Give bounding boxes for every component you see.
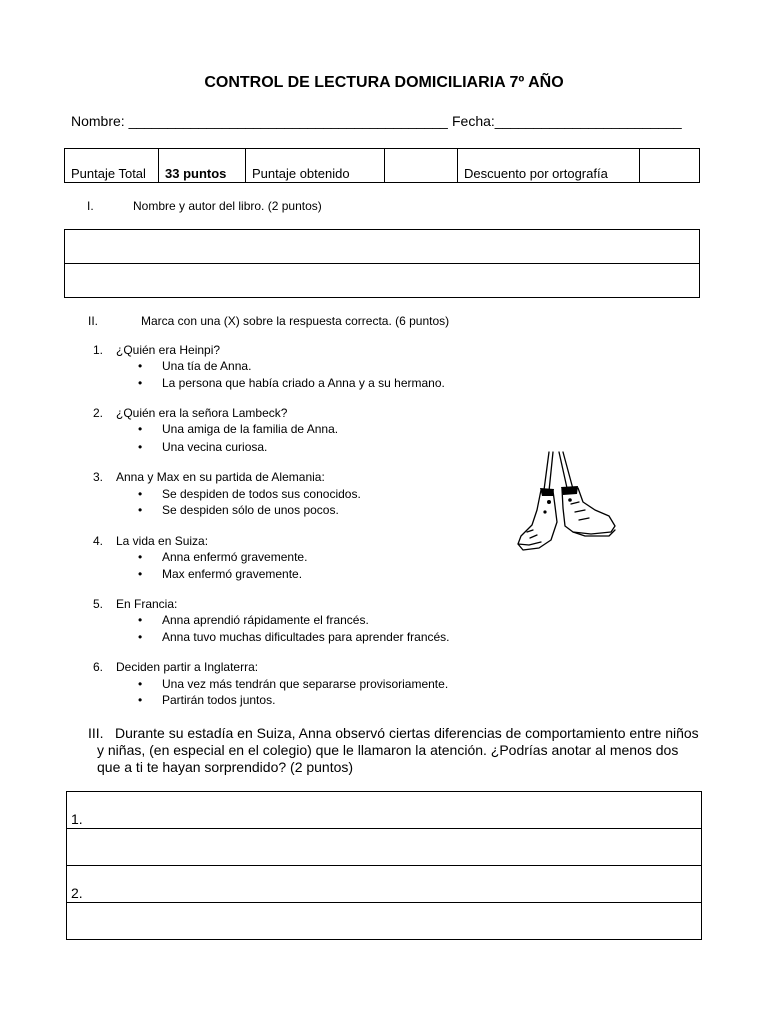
score-table xyxy=(64,148,700,183)
answer-option[interactable]: • Partirán todos juntos. xyxy=(162,693,275,707)
answer-1-continuation-line[interactable] xyxy=(67,829,702,866)
answer-option[interactable]: • Una tía de Anna. xyxy=(162,359,251,373)
name-field-label[interactable]: Nombre: _________________________________________ xyxy=(71,113,448,129)
section1-answer-box xyxy=(64,229,700,298)
question-text: En Francia: xyxy=(116,597,178,611)
answer-option[interactable]: • Anna enfermó gravemente. xyxy=(162,550,307,564)
spelling-discount-label: Descuento por ortografía xyxy=(458,149,640,183)
answer-option[interactable]: • Una amiga de la familia de Anna. xyxy=(162,422,338,436)
question-number: 5. xyxy=(93,597,104,611)
obtained-score-cell[interactable] xyxy=(385,149,458,183)
total-score-value: 33 puntos xyxy=(159,149,246,183)
answer-2-continuation-line[interactable] xyxy=(67,903,702,940)
answer-option[interactable]: • Max enfermó gravemente. xyxy=(162,567,302,581)
section3-text-line2: y niñas, (en especial en el colegio) que le llamaron la atención. ¿Podrías anotar al menos dos xyxy=(97,742,679,758)
section1-instruction: Nombre y autor del libro. (2 puntos) xyxy=(133,199,322,213)
section1-numeral: I. xyxy=(87,199,94,213)
section2-instruction: Marca con una (X) sobre la respuesta correcta. (6 puntos) xyxy=(141,314,450,328)
answer-option[interactable]: • Anna aprendió rápidamente el francés. xyxy=(162,613,369,627)
book-title-answer-line[interactable] xyxy=(65,230,700,264)
answer-option[interactable]: • Se despiden sólo de unos pocos. xyxy=(162,503,339,517)
book-author-answer-line[interactable] xyxy=(65,264,700,298)
question-number: 6. xyxy=(93,660,104,674)
answer-option[interactable]: • La persona que había criado a Anna y a su hermano. xyxy=(162,376,445,390)
answer-option[interactable]: • Una vez más tendrán que separarse provisoriamente. xyxy=(162,677,448,691)
section3-answer-box xyxy=(66,791,702,940)
page-title: CONTROL DE LECTURA DOMICILIARIA 7º AÑO xyxy=(204,74,564,91)
question-number: 2. xyxy=(93,406,104,420)
answer-1-label[interactable]: 1. xyxy=(67,792,702,829)
answer-option[interactable]: • Anna tuvo muchas dificultades para aprender francés. xyxy=(162,630,450,644)
question-text: La vida en Suiza: xyxy=(116,534,209,548)
section3-numeral: III. xyxy=(88,725,104,741)
question-number: 3. xyxy=(93,470,104,484)
question-text: Anna y Max en su partida de Alemania: xyxy=(116,470,325,484)
date-field-label[interactable]: Fecha:________________________ xyxy=(452,113,682,129)
question-text: ¿Quién era Heinpi? xyxy=(116,343,221,357)
obtained-score-label: Puntaje obtenido xyxy=(246,149,385,183)
section3-text-line3: que a ti te hayan sorprendido? (2 puntos) xyxy=(97,759,354,775)
question-number: 4. xyxy=(93,534,104,548)
section3-text-line1: Durante su estadía en Suiza, Anna observó ciertas diferencias de comportamiento entre niños xyxy=(115,725,699,741)
answer-2-label[interactable]: 2. xyxy=(67,866,702,903)
total-score-label: Puntaje Total xyxy=(65,149,159,183)
spelling-discount-cell[interactable] xyxy=(640,149,700,183)
answer-option[interactable]: • Se despiden de todos sus conocidos. xyxy=(162,487,361,501)
hanging-boots-icon xyxy=(513,450,621,556)
question-number: 1. xyxy=(93,343,104,357)
question-text: ¿Quién era la señora Lambeck? xyxy=(116,406,288,420)
answer-option[interactable]: • Una vecina curiosa. xyxy=(162,440,267,454)
section2-numeral: II. xyxy=(88,314,99,328)
question-text: Deciden partir a Inglaterra: xyxy=(116,660,259,674)
